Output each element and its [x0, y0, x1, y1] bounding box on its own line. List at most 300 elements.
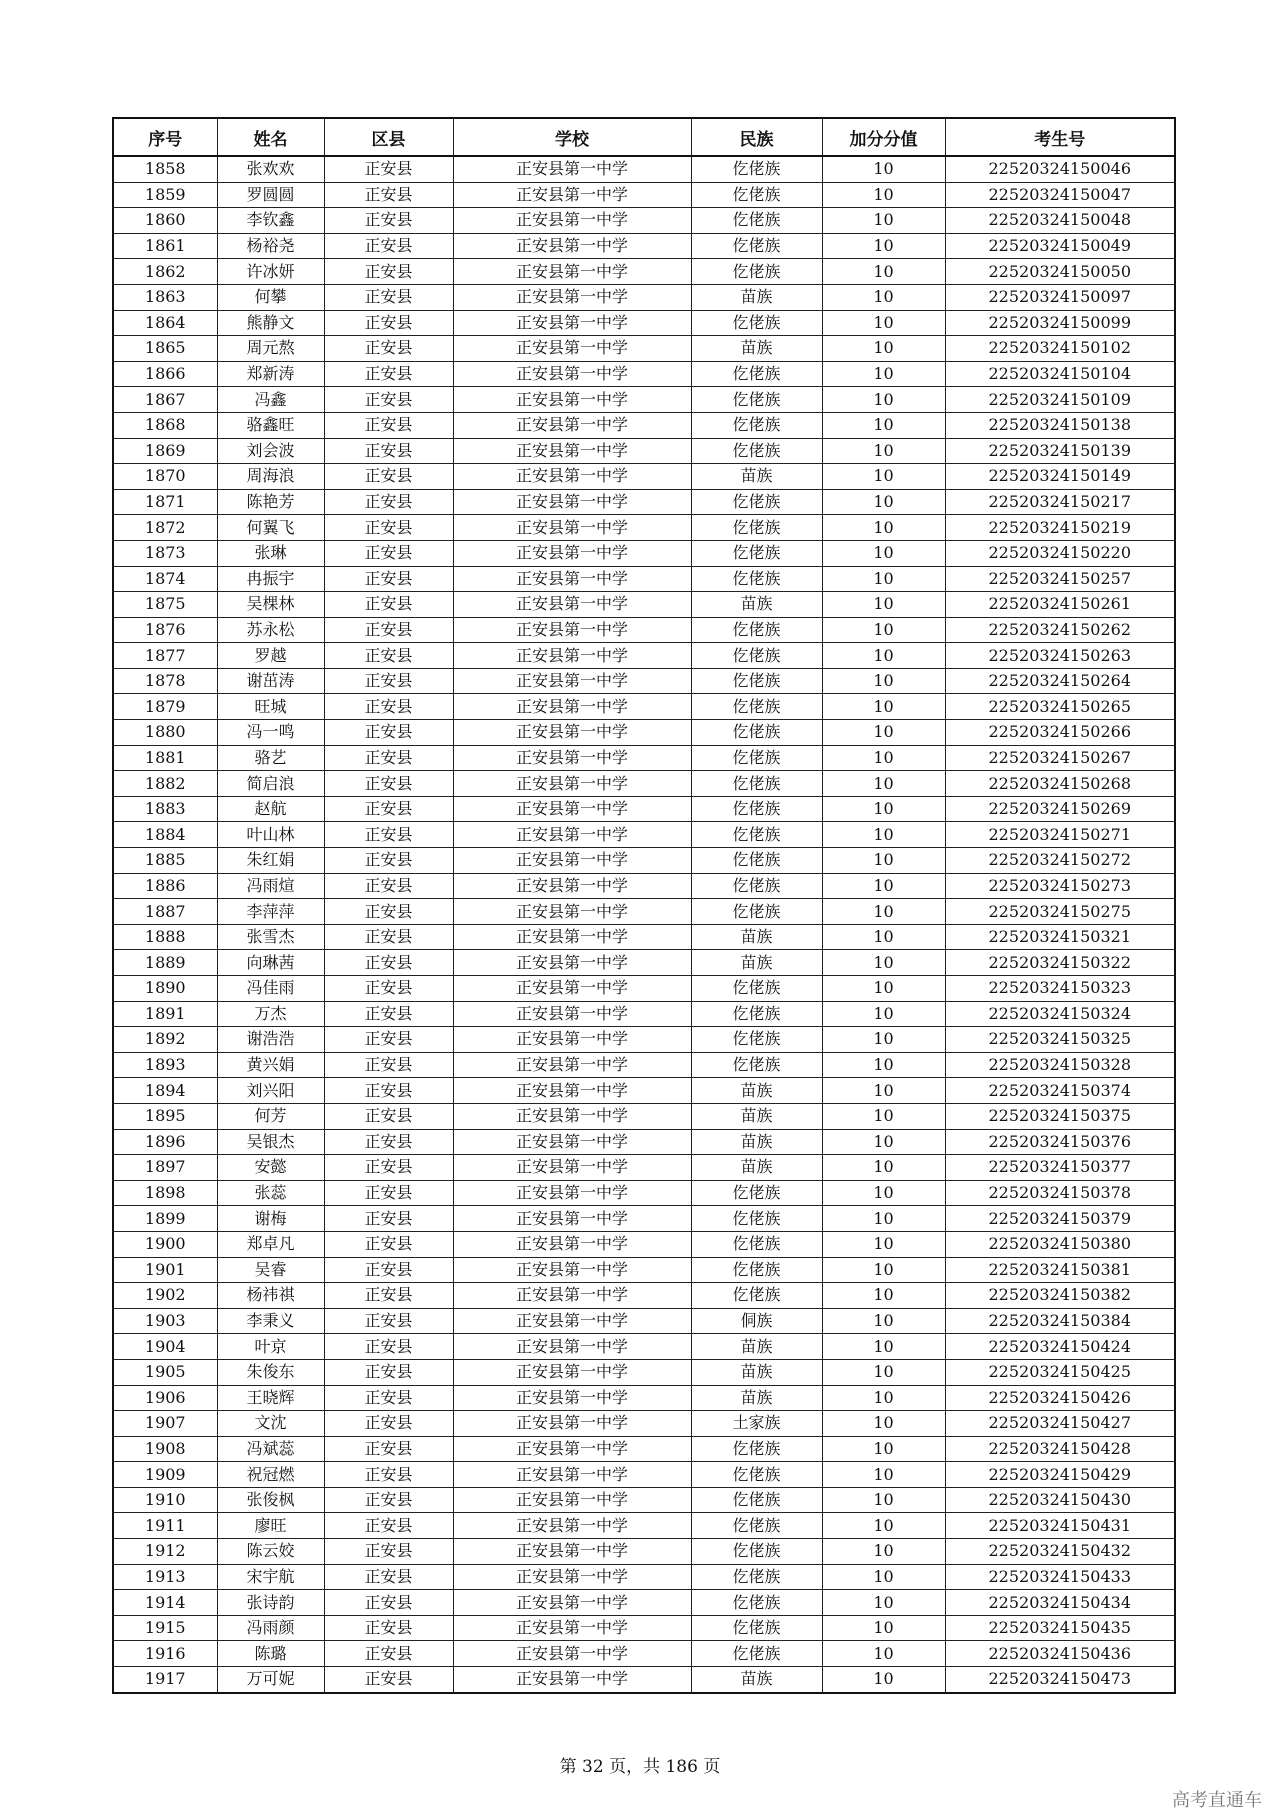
table-row: [113, 1027, 1175, 1053]
county-cell: 正安县: [324, 1155, 453, 1181]
name-cell: 郑新涛: [217, 361, 324, 387]
exam-id-cell: 22520324150272: [945, 848, 1175, 874]
table-row: [113, 387, 1175, 413]
exam-id-cell: 22520324150109: [945, 387, 1175, 413]
ethnicity-cell: 仡佬族: [691, 1206, 822, 1232]
name-cell: 安懿: [217, 1155, 324, 1181]
ethnicity-cell: 仡佬族: [691, 1641, 822, 1667]
bonus-cell: 10: [822, 1487, 945, 1513]
bonus-cell: 10: [822, 1180, 945, 1206]
table-row: [113, 1052, 1175, 1078]
county-cell: 正安县: [324, 1001, 453, 1027]
seq-cell: 1901: [113, 1257, 217, 1283]
county-cell: 正安县: [324, 233, 453, 259]
name-cell: 陈艳芳: [217, 489, 324, 515]
name-cell: 刘兴阳: [217, 1078, 324, 1104]
name-cell: 杨祎祺: [217, 1283, 324, 1309]
school-cell: 正安县第一中学: [453, 540, 691, 566]
seq-cell: 1899: [113, 1206, 217, 1232]
school-cell: 正安县第一中学: [453, 156, 691, 182]
exam-id-cell: 22520324150380: [945, 1231, 1175, 1257]
name-cell: 叶京: [217, 1334, 324, 1360]
table-row: [113, 284, 1175, 310]
bonus-cell: 10: [822, 1001, 945, 1027]
seq-cell: 1897: [113, 1155, 217, 1181]
school-cell: 正安县第一中学: [453, 745, 691, 771]
table-row: [113, 464, 1175, 490]
bonus-cell: 10: [822, 1206, 945, 1232]
table-body: [113, 156, 1175, 1693]
ethnicity-cell: 仡佬族: [691, 694, 822, 720]
school-cell: 正安县第一中学: [453, 1513, 691, 1539]
county-cell: 正安县: [324, 464, 453, 490]
exam-id-cell: 22520324150273: [945, 873, 1175, 899]
county-cell: 正安县: [324, 310, 453, 336]
exam-id-cell: 22520324150139: [945, 438, 1175, 464]
school-cell: 正安县第一中学: [453, 771, 691, 797]
bonus-cell: 10: [822, 924, 945, 950]
bonus-cell: 10: [822, 1027, 945, 1053]
county-cell: 正安县: [324, 1257, 453, 1283]
table-row: [113, 182, 1175, 208]
exam-id-cell: 22520324150377: [945, 1155, 1175, 1181]
seq-cell: 1885: [113, 848, 217, 874]
name-cell: 谢浩浩: [217, 1027, 324, 1053]
exam-id-cell: 22520324150379: [945, 1206, 1175, 1232]
school-cell: 正安县第一中学: [453, 464, 691, 490]
ethnicity-cell: 仡佬族: [691, 617, 822, 643]
ethnicity-cell: 仡佬族: [691, 489, 822, 515]
county-cell: 正安县: [324, 1308, 453, 1334]
school-cell: 正安县第一中学: [453, 489, 691, 515]
name-cell: 冯一鸣: [217, 720, 324, 746]
school-cell: 正安县第一中学: [453, 1078, 691, 1104]
bonus-cell: 10: [822, 1103, 945, 1129]
name-cell: 朱俊东: [217, 1359, 324, 1385]
school-cell: 正安县第一中学: [453, 259, 691, 285]
county-cell: 正安县: [324, 668, 453, 694]
ethnicity-cell: 仡佬族: [691, 156, 822, 182]
school-cell: 正安县第一中学: [453, 412, 691, 438]
seq-cell: 1895: [113, 1103, 217, 1129]
table-row: [113, 310, 1175, 336]
county-cell: 正安县: [324, 643, 453, 669]
name-cell: 何攀: [217, 284, 324, 310]
bonus-cell: 10: [822, 720, 945, 746]
county-cell: 正安县: [324, 1590, 453, 1616]
ethnicity-cell: 仡佬族: [691, 1539, 822, 1565]
bonus-cell: 10: [822, 1564, 945, 1590]
table-row: [113, 1103, 1175, 1129]
ethnicity-cell: 仡佬族: [691, 1257, 822, 1283]
table-row: [113, 1385, 1175, 1411]
ethnicity-cell: 苗族: [691, 1667, 822, 1693]
seq-cell: 1900: [113, 1231, 217, 1257]
table-row: [113, 1462, 1175, 1488]
seq-cell: 1864: [113, 310, 217, 336]
roster-table: [112, 117, 1176, 1694]
ethnicity-cell: 仡佬族: [691, 361, 822, 387]
ethnicity-cell: 仡佬族: [691, 1487, 822, 1513]
column-header-school: 学校: [453, 118, 691, 156]
seq-cell: 1865: [113, 336, 217, 362]
name-cell: 何芳: [217, 1103, 324, 1129]
county-cell: 正安县: [324, 924, 453, 950]
name-cell: 张诗韵: [217, 1590, 324, 1616]
county-cell: 正安县: [324, 1462, 453, 1488]
school-cell: 正安县第一中学: [453, 848, 691, 874]
name-cell: 万杰: [217, 1001, 324, 1027]
exam-id-cell: 22520324150435: [945, 1615, 1175, 1641]
header-row: [113, 118, 1175, 156]
ethnicity-cell: 苗族: [691, 284, 822, 310]
ethnicity-cell: 仡佬族: [691, 540, 822, 566]
bonus-cell: 10: [822, 1129, 945, 1155]
ethnicity-cell: 苗族: [691, 1129, 822, 1155]
table-row: [113, 592, 1175, 618]
exam-id-cell: 22520324150434: [945, 1590, 1175, 1616]
table-row: [113, 1590, 1175, 1616]
county-cell: 正安县: [324, 592, 453, 618]
table-row: [113, 1615, 1175, 1641]
seq-cell: 1894: [113, 1078, 217, 1104]
name-cell: 冯鑫: [217, 387, 324, 413]
seq-cell: 1859: [113, 182, 217, 208]
county-cell: 正安县: [324, 1513, 453, 1539]
name-cell: 谢茁涛: [217, 668, 324, 694]
seq-cell: 1916: [113, 1641, 217, 1667]
school-cell: 正安县第一中学: [453, 1462, 691, 1488]
bonus-cell: 10: [822, 1052, 945, 1078]
ethnicity-cell: 仡佬族: [691, 745, 822, 771]
table-row: [113, 336, 1175, 362]
school-cell: 正安县第一中学: [453, 1641, 691, 1667]
ethnicity-cell: 仡佬族: [691, 1564, 822, 1590]
school-cell: 正安县第一中学: [453, 617, 691, 643]
exam-id-cell: 22520324150432: [945, 1539, 1175, 1565]
school-cell: 正安县第一中学: [453, 1667, 691, 1693]
name-cell: 王晓辉: [217, 1385, 324, 1411]
table-row: [113, 1436, 1175, 1462]
exam-id-cell: 22520324150049: [945, 233, 1175, 259]
county-cell: 正安县: [324, 515, 453, 541]
exam-id-cell: 22520324150257: [945, 566, 1175, 592]
table-row: [113, 668, 1175, 694]
county-cell: 正安县: [324, 1027, 453, 1053]
table-row: [113, 822, 1175, 848]
name-cell: 文沈: [217, 1411, 324, 1437]
exam-id-cell: 22520324150325: [945, 1027, 1175, 1053]
bonus-cell: 10: [822, 694, 945, 720]
ethnicity-cell: 仡佬族: [691, 182, 822, 208]
ethnicity-cell: 仡佬族: [691, 438, 822, 464]
school-cell: 正安县第一中学: [453, 873, 691, 899]
name-cell: 郑卓凡: [217, 1231, 324, 1257]
county-cell: 正安县: [324, 976, 453, 1002]
bonus-cell: 10: [822, 156, 945, 182]
seq-cell: 1878: [113, 668, 217, 694]
bonus-cell: 10: [822, 336, 945, 362]
name-cell: 吴银杰: [217, 1129, 324, 1155]
bonus-cell: 10: [822, 361, 945, 387]
school-cell: 正安县第一中学: [453, 438, 691, 464]
school-cell: 正安县第一中学: [453, 1436, 691, 1462]
name-cell: 向琳茜: [217, 950, 324, 976]
table-row: [113, 720, 1175, 746]
table-row: [113, 1129, 1175, 1155]
name-cell: 冯雨颜: [217, 1615, 324, 1641]
exam-id-cell: 22520324150263: [945, 643, 1175, 669]
ethnicity-cell: 仡佬族: [691, 899, 822, 925]
name-cell: 刘会波: [217, 438, 324, 464]
bonus-cell: 10: [822, 1615, 945, 1641]
exam-id-cell: 22520324150428: [945, 1436, 1175, 1462]
exam-id-cell: 22520324150431: [945, 1513, 1175, 1539]
exam-id-cell: 22520324150433: [945, 1564, 1175, 1590]
name-cell: 赵航: [217, 796, 324, 822]
ethnicity-cell: 仡佬族: [691, 668, 822, 694]
exam-id-cell: 22520324150104: [945, 361, 1175, 387]
table-row: [113, 617, 1175, 643]
school-cell: 正安县第一中学: [453, 1103, 691, 1129]
name-cell: 简启浪: [217, 771, 324, 797]
exam-id-cell: 22520324150424: [945, 1334, 1175, 1360]
bonus-cell: 10: [822, 1231, 945, 1257]
exam-id-cell: 22520324150262: [945, 617, 1175, 643]
ethnicity-cell: 仡佬族: [691, 1027, 822, 1053]
bonus-cell: 10: [822, 873, 945, 899]
seq-cell: 1877: [113, 643, 217, 669]
exam-id-cell: 22520324150261: [945, 592, 1175, 618]
school-cell: 正安县第一中学: [453, 566, 691, 592]
school-cell: 正安县第一中学: [453, 1257, 691, 1283]
county-cell: 正安县: [324, 182, 453, 208]
seq-cell: 1861: [113, 233, 217, 259]
county-cell: 正安县: [324, 1539, 453, 1565]
name-cell: 谢梅: [217, 1206, 324, 1232]
table-row: [113, 1487, 1175, 1513]
county-cell: 正安县: [324, 1334, 453, 1360]
school-cell: 正安县第一中学: [453, 208, 691, 234]
ethnicity-cell: 苗族: [691, 1385, 822, 1411]
exam-id-cell: 22520324150266: [945, 720, 1175, 746]
exam-id-cell: 22520324150220: [945, 540, 1175, 566]
bonus-cell: 10: [822, 1308, 945, 1334]
school-cell: 正安县第一中学: [453, 1411, 691, 1437]
county-cell: 正安县: [324, 1436, 453, 1462]
school-cell: 正安县第一中学: [453, 361, 691, 387]
table-row: [113, 361, 1175, 387]
table-row: [113, 1513, 1175, 1539]
exam-id-cell: 22520324150382: [945, 1283, 1175, 1309]
bonus-cell: 10: [822, 1539, 945, 1565]
table-row: [113, 489, 1175, 515]
exam-id-cell: 22520324150149: [945, 464, 1175, 490]
ethnicity-cell: 仡佬族: [691, 515, 822, 541]
seq-cell: 1869: [113, 438, 217, 464]
seq-cell: 1903: [113, 1308, 217, 1334]
name-cell: 骆鑫旺: [217, 412, 324, 438]
seq-cell: 1913: [113, 1564, 217, 1590]
seq-cell: 1912: [113, 1539, 217, 1565]
county-cell: 正安县: [324, 208, 453, 234]
name-cell: 冯雨煊: [217, 873, 324, 899]
county-cell: 正安县: [324, 950, 453, 976]
ethnicity-cell: 仡佬族: [691, 822, 822, 848]
exam-id-cell: 22520324150050: [945, 259, 1175, 285]
exam-id-cell: 22520324150138: [945, 412, 1175, 438]
table-row: [113, 1308, 1175, 1334]
ethnicity-cell: 仡佬族: [691, 412, 822, 438]
bonus-cell: 10: [822, 1667, 945, 1693]
name-cell: 张琳: [217, 540, 324, 566]
exam-id-cell: 22520324150473: [945, 1667, 1175, 1693]
exam-id-cell: 22520324150264: [945, 668, 1175, 694]
table-row: [113, 1180, 1175, 1206]
name-cell: 苏永松: [217, 617, 324, 643]
bonus-cell: 10: [822, 1359, 945, 1385]
exam-id-cell: 22520324150219: [945, 515, 1175, 541]
seq-cell: 1898: [113, 1180, 217, 1206]
seq-cell: 1862: [113, 259, 217, 285]
school-cell: 正安县第一中学: [453, 1308, 691, 1334]
school-cell: 正安县第一中学: [453, 1334, 691, 1360]
name-cell: 旺城: [217, 694, 324, 720]
exam-id-cell: 22520324150374: [945, 1078, 1175, 1104]
table-row: [113, 1334, 1175, 1360]
seq-cell: 1896: [113, 1129, 217, 1155]
school-cell: 正安县第一中学: [453, 1359, 691, 1385]
county-cell: 正安县: [324, 1359, 453, 1385]
seq-cell: 1867: [113, 387, 217, 413]
table-row: [113, 540, 1175, 566]
school-cell: 正安县第一中学: [453, 1283, 691, 1309]
bonus-cell: 10: [822, 771, 945, 797]
school-cell: 正安县第一中学: [453, 950, 691, 976]
exam-id-cell: 22520324150268: [945, 771, 1175, 797]
school-cell: 正安县第一中学: [453, 720, 691, 746]
school-cell: 正安县第一中学: [453, 1564, 691, 1590]
ethnicity-cell: 苗族: [691, 1155, 822, 1181]
name-cell: 周元熬: [217, 336, 324, 362]
county-cell: 正安县: [324, 796, 453, 822]
exam-id-cell: 22520324150378: [945, 1180, 1175, 1206]
name-cell: 冯斌蕊: [217, 1436, 324, 1462]
school-cell: 正安县第一中学: [453, 387, 691, 413]
exam-id-cell: 22520324150427: [945, 1411, 1175, 1437]
school-cell: 正安县第一中学: [453, 796, 691, 822]
table-row: [113, 156, 1175, 182]
bonus-cell: 10: [822, 1436, 945, 1462]
ethnicity-cell: 苗族: [691, 1103, 822, 1129]
seq-cell: 1868: [113, 412, 217, 438]
table-row: [113, 771, 1175, 797]
school-cell: 正安县第一中学: [453, 1001, 691, 1027]
ethnicity-cell: 仡佬族: [691, 976, 822, 1002]
bonus-cell: 10: [822, 950, 945, 976]
ethnicity-cell: 仡佬族: [691, 208, 822, 234]
exam-id-cell: 22520324150426: [945, 1385, 1175, 1411]
name-cell: 李秉义: [217, 1308, 324, 1334]
school-cell: 正安县第一中学: [453, 310, 691, 336]
school-cell: 正安县第一中学: [453, 1231, 691, 1257]
school-cell: 正安县第一中学: [453, 233, 691, 259]
name-cell: 罗越: [217, 643, 324, 669]
name-cell: 李萍萍: [217, 899, 324, 925]
county-cell: 正安县: [324, 566, 453, 592]
exam-id-cell: 22520324150384: [945, 1308, 1175, 1334]
bonus-cell: 10: [822, 1641, 945, 1667]
seq-cell: 1911: [113, 1513, 217, 1539]
county-cell: 正安县: [324, 899, 453, 925]
seq-cell: 1889: [113, 950, 217, 976]
table-row: [113, 976, 1175, 1002]
bonus-cell: 10: [822, 1462, 945, 1488]
table-row: [113, 643, 1175, 669]
ethnicity-cell: 仡佬族: [691, 1001, 822, 1027]
ethnicity-cell: 仡佬族: [691, 643, 822, 669]
seq-cell: 1888: [113, 924, 217, 950]
seq-cell: 1914: [113, 1590, 217, 1616]
bonus-cell: 10: [822, 438, 945, 464]
seq-cell: 1871: [113, 489, 217, 515]
county-cell: 正安县: [324, 361, 453, 387]
school-cell: 正安县第一中学: [453, 1206, 691, 1232]
seq-cell: 1884: [113, 822, 217, 848]
table-row: [113, 208, 1175, 234]
exam-id-cell: 22520324150381: [945, 1257, 1175, 1283]
name-cell: 叶山林: [217, 822, 324, 848]
bonus-cell: 10: [822, 515, 945, 541]
bonus-cell: 10: [822, 1155, 945, 1181]
table-row: [113, 1359, 1175, 1385]
bonus-cell: 10: [822, 259, 945, 285]
seq-cell: 1872: [113, 515, 217, 541]
county-cell: 正安县: [324, 1103, 453, 1129]
bonus-cell: 10: [822, 1283, 945, 1309]
county-cell: 正安县: [324, 156, 453, 182]
ethnicity-cell: 仡佬族: [691, 566, 822, 592]
name-cell: 朱红娟: [217, 848, 324, 874]
table-row: [113, 745, 1175, 771]
name-cell: 黄兴娟: [217, 1052, 324, 1078]
ethnicity-cell: 仡佬族: [691, 1513, 822, 1539]
exam-id-cell: 22520324150275: [945, 899, 1175, 925]
table-row: [113, 873, 1175, 899]
ethnicity-cell: 仡佬族: [691, 387, 822, 413]
seq-cell: 1874: [113, 566, 217, 592]
exam-id-cell: 22520324150322: [945, 950, 1175, 976]
seq-cell: 1887: [113, 899, 217, 925]
name-cell: 宋宇航: [217, 1564, 324, 1590]
seq-cell: 1881: [113, 745, 217, 771]
bonus-cell: 10: [822, 566, 945, 592]
county-cell: 正安县: [324, 1052, 453, 1078]
school-cell: 正安县第一中学: [453, 1385, 691, 1411]
seq-cell: 1891: [113, 1001, 217, 1027]
table-row: [113, 1283, 1175, 1309]
name-cell: 冯佳雨: [217, 976, 324, 1002]
name-cell: 何翼飞: [217, 515, 324, 541]
ethnicity-cell: 仡佬族: [691, 771, 822, 797]
bonus-cell: 10: [822, 540, 945, 566]
bonus-cell: 10: [822, 1257, 945, 1283]
seq-cell: 1883: [113, 796, 217, 822]
ethnicity-cell: 仡佬族: [691, 796, 822, 822]
name-cell: 陈云姣: [217, 1539, 324, 1565]
ethnicity-cell: 仡佬族: [691, 1180, 822, 1206]
page-number: 第 32 页，共 186 页: [559, 1757, 721, 1777]
